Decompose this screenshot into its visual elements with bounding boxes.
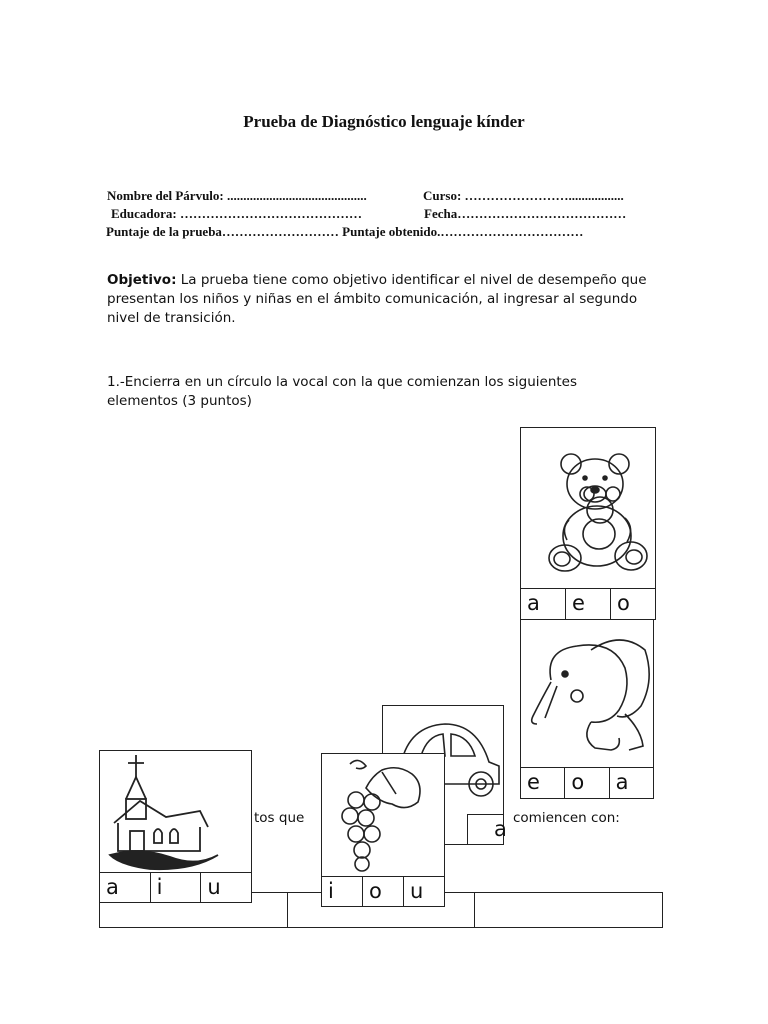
question-1: 1.-Encierra en un círculo la vocal con la que comienzan los siguientes elementos (3 puntos): [107, 374, 578, 409]
vowel-option[interactable]: e: [521, 768, 565, 798]
elephant-card: [520, 619, 654, 799]
partial-text-comiencen: comiencen con:: [513, 810, 620, 826]
vowel-option[interactable]: o: [565, 768, 609, 798]
vowel-option[interactable]: a: [100, 873, 151, 902]
nombre-row: [107, 188, 367, 204]
nombre-line: ...........................................: [227, 188, 367, 203]
puntaje-prueba-line: ………………………: [221, 224, 339, 239]
grapes-icon: [322, 754, 444, 876]
grapes-vowel-row: [322, 876, 444, 906]
bear-card: [520, 427, 656, 620]
church-card: [99, 750, 252, 903]
church-icon: [100, 751, 251, 873]
fecha-line: …………………………………: [457, 206, 627, 221]
puntaje-prueba-label: Puntaje de la prueba: [106, 224, 222, 239]
vowel-option[interactable]: a: [521, 589, 566, 619]
curso-row: [423, 188, 624, 204]
puntaje-obtenido-label: Puntaje obtenido: [342, 224, 438, 239]
elephant-vowel-row: [521, 767, 653, 798]
elephant-icon: [521, 620, 653, 770]
vowel-option[interactable]: i: [151, 873, 202, 902]
vowel-option[interactable]: o: [617, 591, 630, 615]
car-vowel-row: [467, 814, 507, 844]
grapes-card: [321, 753, 445, 907]
vowel-option[interactable]: e: [566, 589, 611, 619]
puntaje-obtenido-line: .……………………………: [437, 224, 584, 239]
fecha-row: [424, 206, 626, 222]
fecha-label: Fecha: [424, 206, 458, 221]
vowel-option[interactable]: a: [615, 770, 629, 794]
nombre-label: Nombre del Párvulo:: [107, 188, 224, 203]
curso-label: Curso:: [423, 188, 462, 203]
page-title: Prueba de Diagnóstico lenguaje kínder: [243, 112, 525, 131]
vowel-option[interactable]: o: [363, 877, 404, 906]
answer-cell[interactable]: [475, 893, 662, 927]
bear-vowel-row: [521, 588, 655, 619]
church-vowel-row: [100, 872, 251, 902]
curso-line: …………………….................: [464, 188, 624, 203]
puntaje-row: [106, 224, 583, 240]
objetivo-label: Objetivo:: [107, 272, 177, 288]
vowel-option[interactable]: u: [207, 875, 221, 899]
educadora-line: ……………………………………: [179, 206, 362, 221]
teddy-bear-icon: [521, 428, 655, 590]
vowel-option[interactable]: a: [467, 815, 507, 844]
vowel-option[interactable]: i: [322, 877, 363, 906]
objetivo-paragraph: [107, 271, 663, 328]
vowel-option[interactable]: u: [410, 879, 424, 903]
educadora-label: Educadora:: [111, 206, 177, 221]
partial-text-tos-que: tos que: [254, 810, 305, 826]
objetivo-text: La prueba tiene como objetivo identificar el nivel de desempeño que presentan los niños y niñas en el ámbito comunicación, al ingresar al segundo nivel de transición.: [107, 272, 647, 326]
educadora-row: [111, 206, 362, 222]
